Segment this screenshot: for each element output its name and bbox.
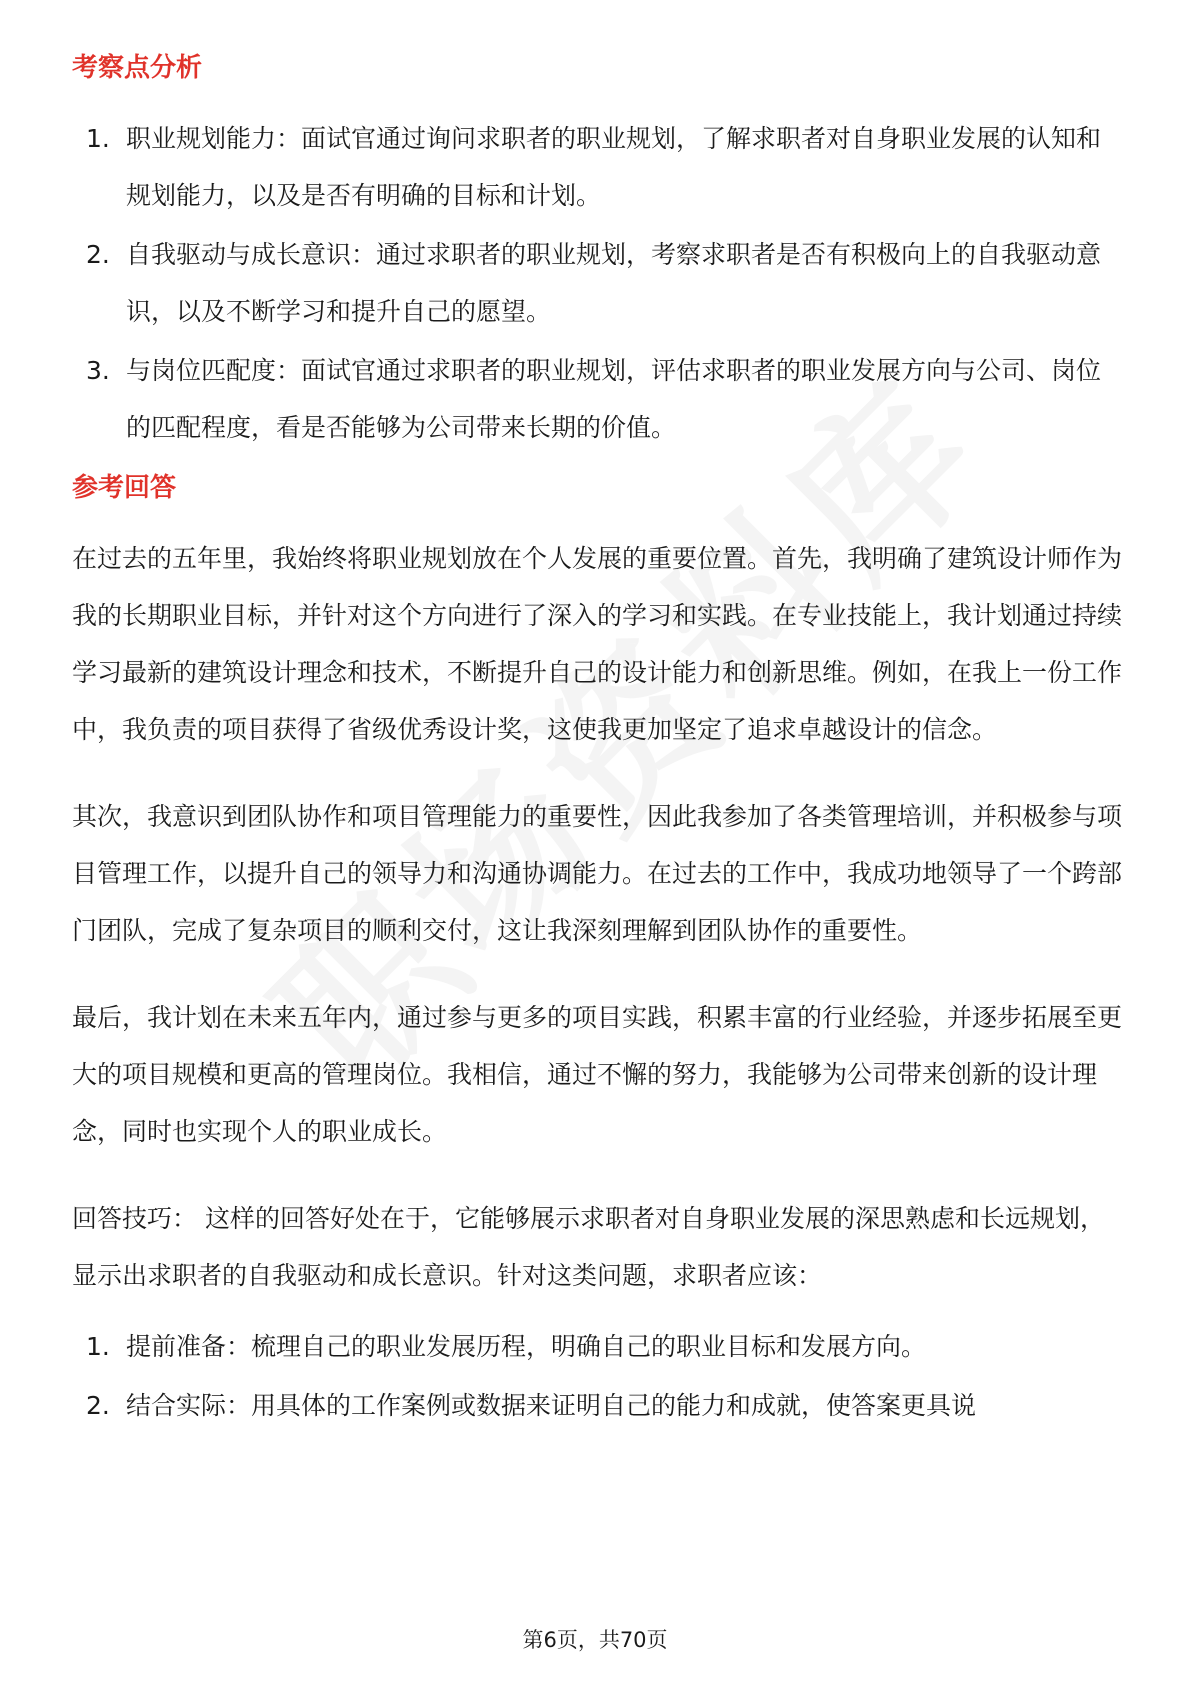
section-title-reference-answer: 参考回答 [72,473,177,503]
answer-tips-intro: 回答技巧： 这样的回答好处在于，它能够展示求职者对自身职业发展的深思熟虑和长远规划，显示出求职者的自我驱动和成长意识。针对这类问题，求职者应该： [72,1204,1105,1290]
list-text: 结合实际：用具体的工作案例或数据来证明自己的能力和成就，使答案更具说 [126,1391,977,1420]
list-number: 3. [86,356,110,385]
list-number: 2. [86,1391,110,1420]
list-item [72,1318,1122,1375]
list-item [72,110,1122,224]
answer-paragraph: 其次，我意识到团队协作和项目管理能力的重要性，因此我参加了各类管理培训，并积极参与项目管理工作，以提升自己的领导力和沟通协调能力。在过去的工作中，我成功地领导了一个跨部门团队，完成了复杂项目的顺利交付，这让我深刻理解到团队协作的重要性。 [72,802,1123,945]
section-title-analysis: 考察点分析 [72,53,203,83]
list-item [72,226,1122,340]
list-text: 与岗位匹配度：面试官通过求职者的职业规划，评估求职者的职业发展方向与公司、岗位的匹配程度，看是否能够为公司带来长期的价值。 [126,356,1102,442]
page-number: 第6页，共70页 [522,1628,668,1652]
list-text: 职业规划能力：面试官通过询问求职者的职业规划，了解求职者对自身职业发展的认知和规划能力，以及是否有明确的目标和计划。 [126,124,1102,210]
list-number: 1. [86,1332,110,1361]
list-number: 1. [86,124,110,153]
list-text: 自我驱动与成长意识：通过求职者的职业规划，考察求职者是否有积极向上的自我驱动意识，以及不断学习和提升自己的愿望。 [126,240,1102,326]
list-item [72,342,1122,456]
page-content [72,46,1122,1436]
analysis-list [72,110,1122,456]
list-text: 提前准备：梳理自己的职业发展历程，明确自己的职业目标和发展方向。 [126,1332,927,1361]
list-item [72,1377,1122,1434]
answer-paragraph: 最后，我计划在未来五年内，通过参与更多的项目实践，积累丰富的行业经验，并逐步拓展至更大的项目规模和更高的管理岗位。我相信，通过不懈的努力，我能够为公司带来创新的设计理念，同时也实现个人的职业成长。 [72,1003,1123,1146]
answer-paragraph: 在过去的五年里，我始终将职业规划放在个人发展的重要位置。首先，我明确了建筑设计师作为我的长期职业目标，并针对这个方向进行了深入的学习和实践。在专业技能上，我计划通过持续学习最新的建筑设计理念和技术，不断提升自己的设计能力和创新思维。例如，在我上一份工作中，我负责的项目获得了省级优秀设计奖，这使我更加坚定了追求卓越设计的信念。 [72,544,1123,744]
tips-list [72,1318,1122,1434]
list-number: 2. [86,240,110,269]
